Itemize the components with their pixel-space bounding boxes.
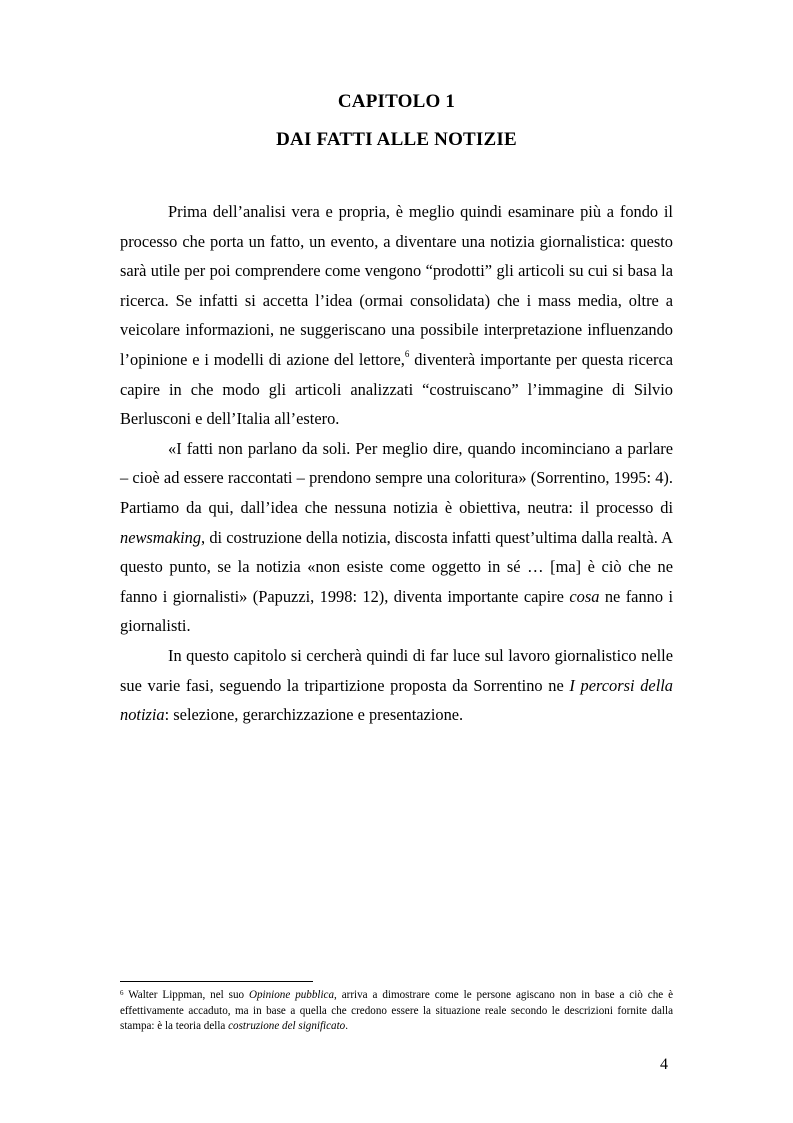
footnote-text-b: , arriva a dimostrare come le persone agiscano non in base a ciò che è effettivamente accaduto, ma in base a quella che credono essere la situazione reale secondo le descrizioni fornite dalla stampa: è la teoria della	[120, 989, 674, 1033]
chapter-number: CAPITOLO 1	[337, 91, 456, 112]
footnote-separator	[120, 981, 313, 982]
paragraph-2	[120, 434, 673, 641]
page-number: 4	[660, 1056, 668, 1073]
footnote-reference: 6	[404, 348, 410, 359]
paragraph-1-text-b: diventerà importante per questa ricerca capire in che modo gli articoli analizzati “costruiscano” l’immagine di Silvio Berlusconi e dell’Italia all’estero.	[120, 349, 673, 429]
footnote	[120, 988, 673, 1035]
paragraph-1-text-a: Prima dell’analisi vera e propria, è meglio quindi esaminare più a fondo il processo che porta un fatto, un evento, a diventare una notizia giornalistica: questo sarà utile per poi comprendere come vengono “prodotti” gli articoli su cui si basa la ricerca. Se infatti si accetta l’idea (ormai consolidata) che i mass media, oltre a veicolare informazioni, ne suggeriscano una possibile interpretazione influenzando l’opinione e i modelli di azione del lettore,	[120, 202, 673, 369]
footnote-italic-book-title: Opinione pubblica	[248, 989, 335, 1001]
body-text	[120, 197, 673, 730]
paragraph-3	[120, 641, 673, 730]
paragraph-2-italic-cosa: cosa	[569, 586, 600, 606]
paragraph-3-text-a: In questo capitolo si cercherà quindi di far luce sul lavoro giornalistico nelle sue varie fasi, seguendo la tripartizione proposta da Sorrentino ne	[120, 645, 673, 695]
paragraph-3-italic-book-title: I percorsi della notizia	[120, 675, 674, 725]
footnote-text-c: .	[345, 1020, 348, 1033]
footnote-text-a: Walter Lippman, nel suo	[123, 989, 249, 1001]
paragraph-2-text-b: , di costruzione della notizia, discosta infatti quest’ultima dalla realtà. A questo punto, se la notizia «non esiste come oggetto in sé … [ma] è ciò che ne fanno i giornalisti» (Papuzzi, 1998: 12), diventa importante capire	[120, 527, 673, 606]
paragraph-2-italic-newsmaking: newsmaking	[120, 527, 202, 547]
paragraph-1	[120, 197, 673, 434]
footnote-number: 6	[120, 989, 124, 997]
paragraph-2-text-a: «I fatti non parlano da soli. Per meglio dire, quando incominciano a parlare – cioè ad essere raccontati – prendono sempre una coloritura» (Sorrentino, 1995: 4). Partiamo da qui, dall’idea che nessuna notizia è obiettiva, neutra: il processo di	[120, 438, 673, 517]
paragraph-3-text-b: : selezione, gerarchizzazione e presentazione.	[164, 705, 464, 725]
footnote-italic-concept: costruzione del significato	[228, 1020, 346, 1033]
paragraph-2-text-c: ne fanno i giornalisti.	[120, 586, 673, 636]
chapter-title: DAI FATTI ALLE NOTIZIE	[276, 129, 517, 150]
